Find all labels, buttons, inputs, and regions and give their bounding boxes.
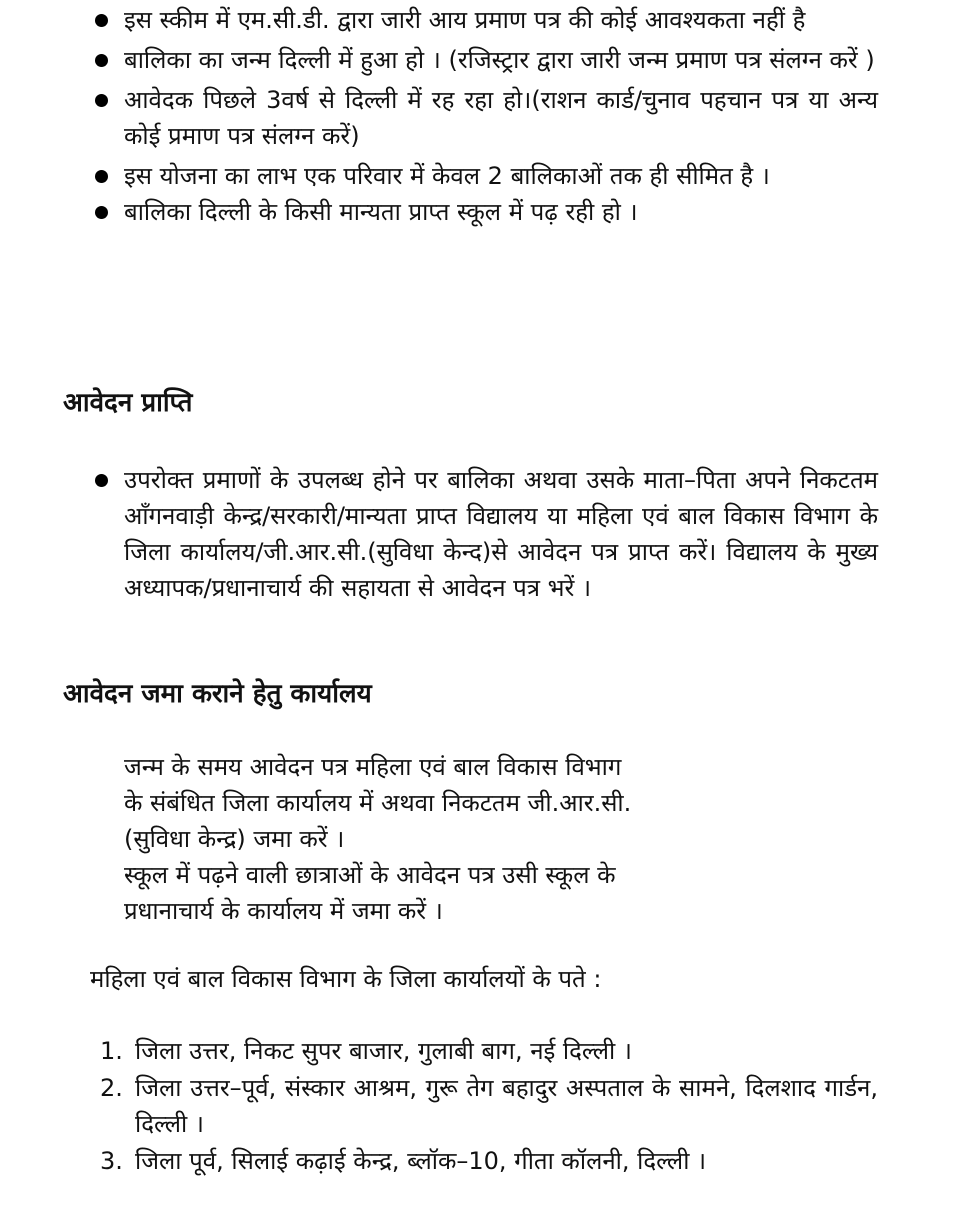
district-office-address: जिला उत्तर–पूर्व, संस्कार आश्रम, गुरू तेग बहादुर अस्पताल के सामने, दिलशाद गार्डन, दिल्ली । — [135, 1074, 878, 1138]
eligibility-list — [0, 2, 960, 230]
list-number: 1. — [100, 1037, 123, 1065]
submission-office-paragraph — [124, 749, 764, 929]
district-office-item — [0, 1070, 960, 1142]
application-receipt-heading: आवेदन प्राप्ति — [63, 388, 193, 418]
district-offices-list — [0, 1033, 960, 1180]
paragraph-line: प्रधानाचार्य के कार्यालय में जमा करें । — [124, 897, 443, 925]
application-receipt-item: उपरोक्त प्रमाणों के उपलब्ध होने पर बालिका अथवा उसके माता–पिता अपने निकटतम आँगनवाड़ी केन्द्र/सरकारी/मान्यता प्राप्त विद्यालय या महिला एवं बाल विकास विभाग के जिला कार्यालय/जी.आर.सी.(सुविधा केन्द)से आवेदन पत्र प्राप्त करें। विद्यालय के मुख्य अध्यापक/प्रधानाचार्य की सहायता से आवेदन पत्र भरें । — [0, 462, 960, 606]
paragraph-line: के संबंधित जिला कार्यालय में अथवा निकटतम जी.आर.सी. — [124, 789, 632, 817]
application-receipt-list — [0, 462, 960, 606]
submission-office-heading: आवेदन जमा कराने हेतु कार्यालय — [63, 679, 372, 709]
paragraph-line: जन्म के समय आवेदन पत्र महिला एवं बाल विकास विभाग — [124, 753, 622, 781]
list-number: 2. — [100, 1074, 123, 1102]
district-office-item — [0, 1033, 960, 1069]
district-office-address: जिला उत्तर, निकट सुपर बाजार, गुलाबी बाग, नई दिल्ली । — [135, 1037, 632, 1065]
eligibility-item: बालिका दिल्ली के किसी मान्यता प्राप्त स्कूल में पढ़ रही हो । — [0, 194, 960, 230]
list-number: 3. — [100, 1147, 123, 1175]
paragraph-line: (सुविधा केन्द्र) जमा करें । — [124, 825, 345, 853]
eligibility-item: आवेदक पिछले 3वर्ष से दिल्ली में रह रहा हो।(राशन कार्ड/चुनाव पहचान पत्र या अन्य कोई प्रमाण पत्र संलग्न करें) — [0, 82, 960, 154]
district-office-item — [0, 1143, 960, 1179]
eligibility-item: इस योजना का लाभ एक परिवार में केवल 2 बालिकाओं तक ही सीमित है । — [0, 158, 960, 194]
district-office-address: जिला पूर्व, सिलाई कढ़ाई केन्द्र, ब्लॉक–10, गीता कॉलनी, दिल्ली । — [135, 1147, 707, 1175]
district-offices-title: महिला एवं बाल विकास विभाग के जिला कार्यालयों के पते : — [90, 965, 602, 993]
eligibility-item: बालिका का जन्म दिल्ली में हुआ हो । (रजिस्ट्रार द्वारा जारी जन्म प्रमाण पत्र संलग्न करें ) — [0, 42, 960, 78]
paragraph-line: स्कूल में पढ़ने वाली छात्राओं के आवेदन पत्र उसी स्कूल के — [124, 861, 616, 889]
eligibility-item: इस स्कीम में एम.सी.डी. द्वारा जारी आय प्रमाण पत्र की कोई आवश्यकता नहीं है — [0, 2, 960, 38]
